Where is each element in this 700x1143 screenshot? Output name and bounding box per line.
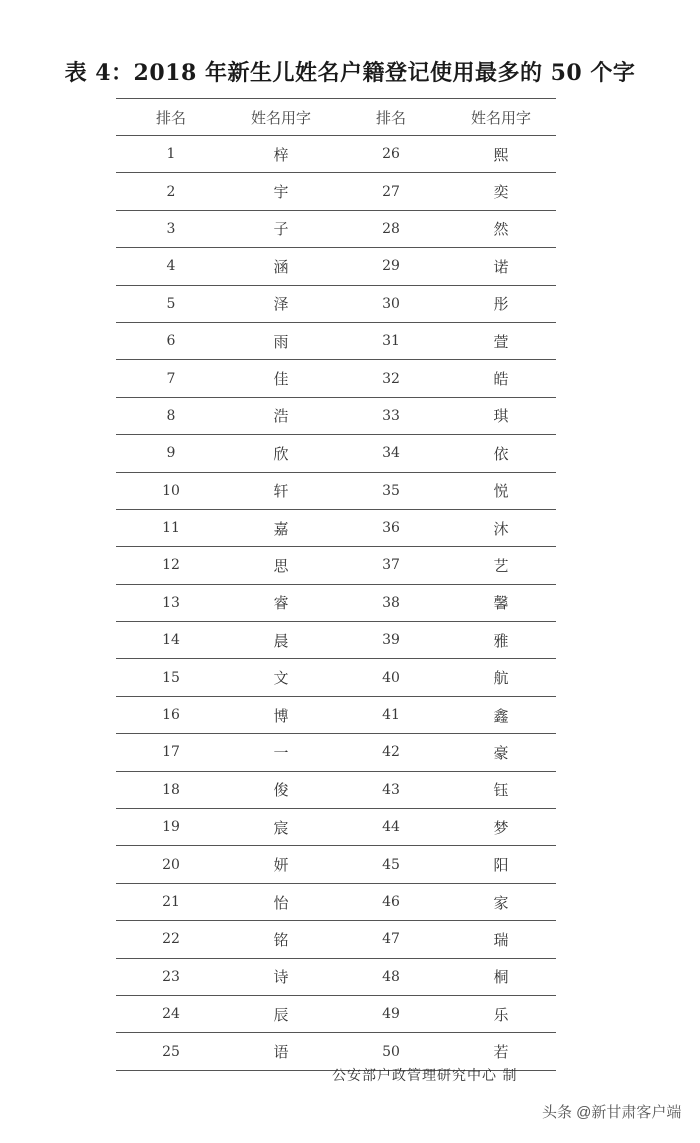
character-cell: 琪	[446, 397, 556, 434]
table-body	[116, 136, 556, 1071]
table-row	[116, 136, 556, 173]
rank-cell: 25	[116, 1033, 226, 1070]
character-cell: 皓	[446, 360, 556, 397]
table-row	[116, 285, 556, 322]
watermark: 头条 @新甘肃客户端	[542, 1104, 682, 1121]
character-cell: 雨	[226, 322, 336, 359]
header-char-right: 姓名用字	[446, 99, 556, 136]
rank-cell: 46	[336, 883, 446, 920]
rank-cell: 12	[116, 547, 226, 584]
rank-cell: 49	[336, 995, 446, 1032]
table-row	[116, 734, 556, 771]
character-cell: 乐	[446, 995, 556, 1032]
rank-cell: 10	[116, 472, 226, 509]
character-cell: 嘉	[226, 509, 336, 546]
character-cell: 子	[226, 210, 336, 247]
rank-cell: 32	[336, 360, 446, 397]
rank-cell: 42	[336, 734, 446, 771]
character-cell: 泽	[226, 285, 336, 322]
character-cell: 家	[446, 883, 556, 920]
character-cell: 俊	[226, 771, 336, 808]
rank-cell: 22	[116, 921, 226, 958]
rank-cell: 1	[116, 136, 226, 173]
table-row	[116, 771, 556, 808]
rank-cell: 4	[116, 248, 226, 285]
character-cell: 欣	[226, 435, 336, 472]
character-cell: 佳	[226, 360, 336, 397]
character-cell: 宸	[226, 809, 336, 846]
table-row	[116, 921, 556, 958]
rank-cell: 34	[336, 435, 446, 472]
character-cell: 铭	[226, 921, 336, 958]
rank-cell: 18	[116, 771, 226, 808]
rank-cell: 14	[116, 622, 226, 659]
rank-cell: 6	[116, 322, 226, 359]
character-cell: 语	[226, 1033, 336, 1070]
rank-cell: 8	[116, 397, 226, 434]
table-title: 表 4：2018 年新生儿姓名户籍登记使用最多的 50 个字	[64, 60, 636, 86]
rank-cell: 17	[116, 734, 226, 771]
rank-cell: 16	[116, 696, 226, 733]
rank-cell: 44	[336, 809, 446, 846]
rank-cell: 40	[336, 659, 446, 696]
rank-cell: 45	[336, 846, 446, 883]
table-row	[116, 435, 556, 472]
rank-cell: 24	[116, 995, 226, 1032]
rank-cell: 15	[116, 659, 226, 696]
table-row	[116, 883, 556, 920]
rank-cell: 3	[116, 210, 226, 247]
character-cell: 文	[226, 659, 336, 696]
table-row	[116, 360, 556, 397]
rank-cell: 50	[336, 1033, 446, 1070]
character-cell: 思	[226, 547, 336, 584]
character-cell: 若	[446, 1033, 556, 1070]
rank-cell: 11	[116, 509, 226, 546]
rank-cell: 28	[336, 210, 446, 247]
rank-cell: 27	[336, 173, 446, 210]
character-cell: 诺	[446, 248, 556, 285]
character-cell: 妍	[226, 846, 336, 883]
table-row	[116, 248, 556, 285]
rank-cell: 13	[116, 584, 226, 621]
character-cell: 萱	[446, 322, 556, 359]
character-cell: 奕	[446, 173, 556, 210]
rank-cell: 2	[116, 173, 226, 210]
header-rank-left: 排名	[116, 99, 226, 136]
table-row	[116, 547, 556, 584]
rank-cell: 20	[116, 846, 226, 883]
source-credit: 公安部户政管理研究中心 制	[332, 1068, 518, 1084]
character-cell: 钰	[446, 771, 556, 808]
character-cell: 彤	[446, 285, 556, 322]
rank-cell: 37	[336, 547, 446, 584]
character-cell: 航	[446, 659, 556, 696]
character-cell: 然	[446, 210, 556, 247]
character-cell: 浩	[226, 397, 336, 434]
table-row	[116, 322, 556, 359]
character-cell: 雅	[446, 622, 556, 659]
table-row	[116, 472, 556, 509]
rank-cell: 31	[336, 322, 446, 359]
rank-cell: 43	[336, 771, 446, 808]
table-row	[116, 622, 556, 659]
ranking-table-container	[116, 98, 556, 1071]
rank-cell: 39	[336, 622, 446, 659]
name-character-ranking-table	[116, 98, 556, 1071]
rank-cell: 41	[336, 696, 446, 733]
character-cell: 宇	[226, 173, 336, 210]
character-cell: 瑞	[446, 921, 556, 958]
rank-cell: 29	[336, 248, 446, 285]
table-row	[116, 584, 556, 621]
character-cell: 梓	[226, 136, 336, 173]
rank-cell: 36	[336, 509, 446, 546]
rank-cell: 38	[336, 584, 446, 621]
rank-cell: 47	[336, 921, 446, 958]
table-header-row	[116, 99, 556, 136]
rank-cell: 30	[336, 285, 446, 322]
character-cell: 辰	[226, 995, 336, 1032]
rank-cell: 21	[116, 883, 226, 920]
character-cell: 博	[226, 696, 336, 733]
rank-cell: 7	[116, 360, 226, 397]
table-row	[116, 696, 556, 733]
rank-cell: 48	[336, 958, 446, 995]
character-cell: 阳	[446, 846, 556, 883]
character-cell: 涵	[226, 248, 336, 285]
character-cell: 依	[446, 435, 556, 472]
table-row	[116, 958, 556, 995]
rank-cell: 23	[116, 958, 226, 995]
character-cell: 豪	[446, 734, 556, 771]
character-cell: 艺	[446, 547, 556, 584]
character-cell: 诗	[226, 958, 336, 995]
character-cell: 睿	[226, 584, 336, 621]
rank-cell: 26	[336, 136, 446, 173]
character-cell: 晨	[226, 622, 336, 659]
rank-cell: 5	[116, 285, 226, 322]
character-cell: 桐	[446, 958, 556, 995]
character-cell: 梦	[446, 809, 556, 846]
character-cell: 怡	[226, 883, 336, 920]
rank-cell: 33	[336, 397, 446, 434]
rank-cell: 9	[116, 435, 226, 472]
table-row	[116, 210, 556, 247]
table-row	[116, 995, 556, 1032]
character-cell: 一	[226, 734, 336, 771]
table-row	[116, 659, 556, 696]
table-row	[116, 846, 556, 883]
table-row	[116, 809, 556, 846]
character-cell: 熙	[446, 136, 556, 173]
character-cell: 轩	[226, 472, 336, 509]
character-cell: 沐	[446, 509, 556, 546]
table-row	[116, 509, 556, 546]
header-char-left: 姓名用字	[226, 99, 336, 136]
character-cell: 悦	[446, 472, 556, 509]
rank-cell: 35	[336, 472, 446, 509]
rank-cell: 19	[116, 809, 226, 846]
character-cell: 馨	[446, 584, 556, 621]
table-row	[116, 173, 556, 210]
character-cell: 鑫	[446, 696, 556, 733]
table-row	[116, 397, 556, 434]
header-rank-right: 排名	[336, 99, 446, 136]
